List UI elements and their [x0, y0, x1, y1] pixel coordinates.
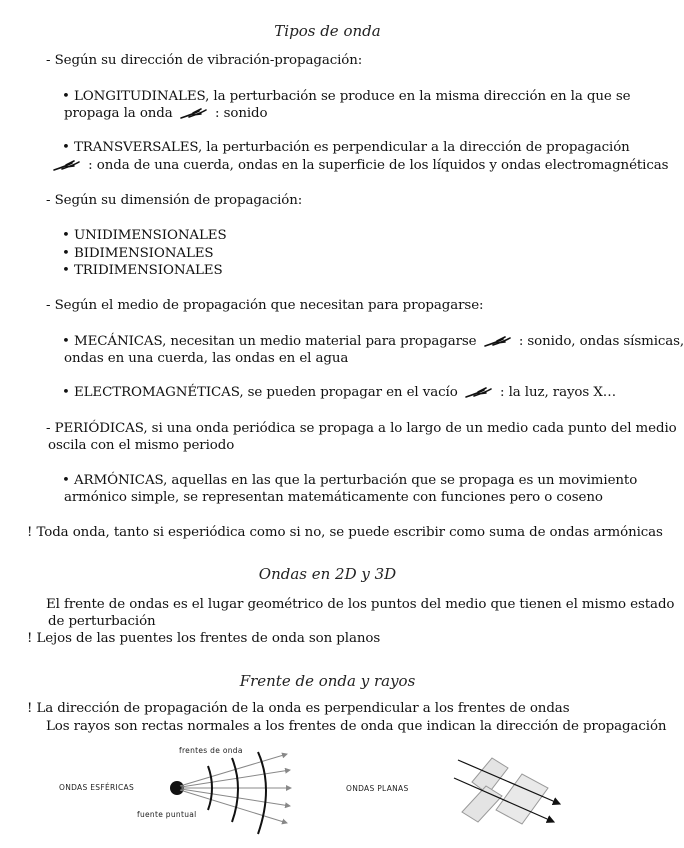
- longitudinales-example: : sonido: [215, 106, 268, 121]
- transversales-line-1: • TRANSVERSALES, la perturbación es perpendicular a la dirección de propagación: [62, 140, 630, 155]
- ray: [181, 789, 290, 806]
- wavefront: [232, 758, 238, 822]
- periodicas-line-1: - PERIÓDICAS, si una onda periódica se propaga a lo largo de un medio cada punto del medio: [46, 421, 677, 436]
- fuente-label: fuente puntual: [137, 810, 197, 819]
- mecanicas-line-1: [62, 333, 684, 350]
- example-pen-icon: [52, 158, 82, 172]
- frente-line-1: El frente de ondas es el lugar geométrico de los puntos del medio que tienen el mismo estado: [46, 597, 675, 612]
- longitudinales-text: propaga la onda: [64, 106, 173, 121]
- frente-line-2: de perturbación: [48, 614, 156, 629]
- point-source: [170, 781, 184, 795]
- electromagneticas-line: [62, 384, 616, 401]
- armonicas-line-1: • ARMÓNICAS, aquellas en las que la perturbación que se propaga es un movimiento: [62, 473, 638, 488]
- ray: [180, 754, 287, 786]
- transversales-example: : onda de una cuerda, ondas en la superficie de los líquidos y ondas electromagnéticas: [88, 158, 669, 173]
- heading-ondas-2d-3d: Ondas en 2D y 3D: [258, 565, 397, 583]
- transversales-line-2: [50, 157, 668, 174]
- dim-item: • TRIDIMENSIONALES: [62, 263, 223, 278]
- armonicas-line-2: armónico simple, se representan matemáticamente con funciones pero o coseno: [64, 490, 603, 505]
- rayos-text: Los rayos son rectas normales a los frentes de onda que indican la dirección de propagación: [46, 719, 667, 734]
- frentes-label: frentes de onda: [179, 746, 243, 755]
- periodicas-line-2: oscila con el mismo periodo: [48, 438, 235, 453]
- dim-item: • BIDIMENSIONALES: [62, 246, 214, 261]
- mecanicas-example: : sonido, ondas sísmicas,: [518, 334, 684, 349]
- planas-label: ONDAS PLANAS: [346, 784, 409, 793]
- mecanicas-text: • MECÁNICAS, necesitan un medio material para propagarse: [62, 334, 477, 349]
- heading-tipos-de-onda: Tipos de onda: [274, 22, 381, 40]
- example-pen-icon: [464, 385, 494, 399]
- medio-title: - Según el medio de propagación que necesitan para propagarse:: [46, 298, 484, 313]
- example-pen-icon: [483, 334, 513, 348]
- spherical-waves-diagram: [160, 752, 300, 842]
- plane-wavefront: [462, 786, 502, 822]
- electro-example: : la luz, rayos X…: [500, 385, 617, 400]
- esfericas-label: ONDAS ESFÉRICAS: [59, 783, 135, 792]
- example-pen-icon: [179, 106, 209, 120]
- nota-planos: ! Lejos de las puentes los frentes de onda son planos: [27, 631, 381, 646]
- direccion-title: - Según su dirección de vibración-propagación:: [46, 53, 363, 68]
- dim-item: • UNIDIMENSIONALES: [62, 228, 227, 243]
- longitudinales-line-1: • LONGITUDINALES, la perturbación se produce en la misma dirección en la que se: [62, 89, 631, 104]
- plane-waves-diagram: [450, 752, 570, 837]
- electro-text: • ELECTROMAGNÉTICAS, se pueden propagar en el vacío: [62, 385, 458, 400]
- nota-direccion: ! La dirección de propagación de la onda es perpendicular a los frentes de ondas: [27, 701, 570, 716]
- nota-armonicas: ! Toda onda, tanto si esperiódica como si no, se puede escribir como suma de ondas armónicas: [27, 525, 663, 540]
- dimension-title: - Según su dimensión de propagación:: [46, 193, 303, 208]
- heading-frente-de-onda: Frente de onda y rayos: [239, 672, 416, 690]
- longitudinales-line-2: [64, 105, 267, 122]
- mecanicas-line-2: ondas en una cuerda, las ondas en el agua: [64, 351, 349, 366]
- wavefront: [258, 752, 266, 834]
